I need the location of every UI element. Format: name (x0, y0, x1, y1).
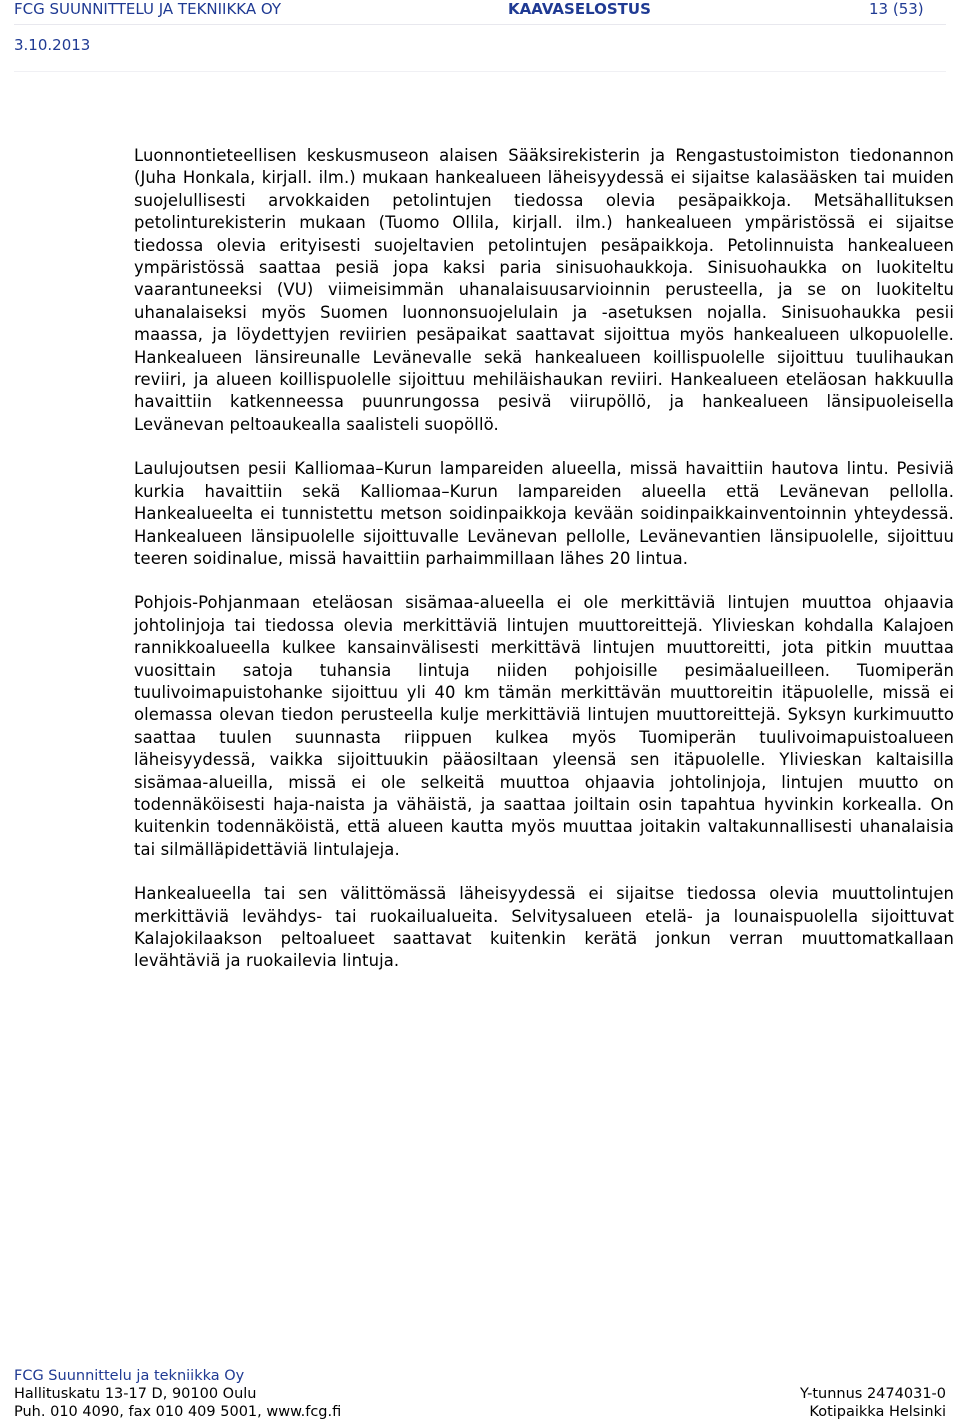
footer-domicile: Kotipaikka Helsinki (809, 1404, 946, 1420)
footer-address: Hallituskatu 13-17 D, 90100 Oulu (14, 1386, 257, 1402)
header-divider-lower (14, 71, 946, 72)
paragraph-migration-routes: Pohjois-Pohjanmaan eteläosan sisämaa-alueella ei ole merkittäviä lintujen muuttoa ohjaavia johtolinjoja tai tiedossa olevia merkittäviä lintujen muuttoreittejä. Ylivieskan kohdalla Kalajoen rannikkoalueella kulkee kansainvälisesti merkittävä lintujen muuttoreitti, jota pitkin muuttaa vuosittain satoja tuhansia lintuja niiden pohjoisille pesimäalueilleen. Tuomiperän tuulivoimapuistohanke sijoittuu yli 40 km tämän merkittävän muuttoreitin itäpuolelle, missä ei olemassa olevan tiedon perusteella kulje merkittäviä lintujen muuttoreittejä. Syksyn kurkimuutto saattaa tuulen suunnasta riippuen kulkea myös Tuomiperän tuulivoimapuistoalueen läheisyydessä, vaikka sijoittuukin pääosiltaan yleensä sen itäpuolelle. Ylivieskan kaltaisilla sisämaa-alueilla, missä ei ole selkeitä muuttoa ohjaavia johtolinjoja, lintujen muutto on todennäköisesti haja-naista ja vähäistä, ja saattaa joiltain osin tapahtua hyvinkin korkealla. On kuitenkin todennäköistä, että alueen kautta myös muuttaa joitakin valtakunnallisesti uhanalaisia tai silmälläpidettäviä lintulajeja. (134, 593, 954, 859)
footer-company: FCG Suunnittelu ja tekniikka Oy (14, 1368, 245, 1384)
paragraph-wetland-birds: Laulujoutsen pesii Kalliomaa–Kurun lampareiden alueella, missä havaittiin hautova lintu. Pesiviä kurkia havaittiin sekä Kalliomaa–Kurun lampareiden alueella että Levänevan pellolla. Hankealueelta ei tunnistettu metson soidinpaikkoja kevään soidinpaikkainventoinnin yhteydessä. Hankealueen länsipuolelle sijoittuvalle Levänevan pellolle, Levänevantien länsipuolelle, sijoittuu teeren soidinalue, missä havaittiin parhaimmillaan lähes 20 lintua. (134, 459, 954, 568)
document-body (134, 145, 954, 995)
header-document-type: KAAVASELOSTUS (508, 0, 651, 18)
header-date: 3.10.2013 (14, 36, 91, 54)
page-footer (14, 1367, 946, 1421)
paragraph-resting-areas: Hankealueella tai sen välittömässä läheisyydessä ei sijaitse tiedossa olevia muuttolintujen merkittäviä levähdys- tai ruokailualueita. Selvitysalueen etelä- ja lounaispuolella sijoittuvat Kalajokilaakson peltoalueet saattavat kuitenkin kerätä jonkun verran muuttomatkallaan levähtäviä ja ruokailevia lintuja. (134, 884, 954, 971)
page-header (14, 0, 946, 20)
header-company: FCG SUUNNITTELU JA TEKNIIKKA OY (14, 0, 282, 18)
footer-business-id: Y-tunnus 2474031-0 (799, 1386, 946, 1402)
footer-contact: Puh. 010 4090, fax 010 409 5001, www.fcg.fi (14, 1404, 342, 1420)
header-divider (14, 24, 946, 25)
paragraph-birds-of-prey: Luonnontieteellisen keskusmuseon alaisen Sääksirekisterin ja Rengastustoimiston tiedonannon (Juha Honkala, kirjall. ilm.) mukaan hankealueen läheisyydessä ei sijaitse kalasääsken tai muiden suojelullisesti arvokkaiden petolintujen tiedossa olevia pesäpaikkoja. Metsähallituksen petolinturekisterin mukaan (Tuomo Ollila, kirjall. ilm.) hankealueen ympäristössä ei sijaitse tiedossa olevia erityisesti suojeltavien petolintujen pesäpaikkoja. Petolinnuista hankealueen ympäristössä saattaa pesiä jopa kaksi paria sinisuohaukkoja. Sinisuohaukka on luokiteltu vaarantuneeksi (VU) viimeisimmän uhanalaisuusarvioinnin perusteella, ja se on luokiteltu uhanalaiseksi myös Suomen luonnonsuojelulain ja -asetuksen nojalla. Sinisuohaukka pesii maassa, ja löydettyjen reviirien pesäpaikat saattavat sijoittua myös hankealueen ulkopuolelle. Hankealueen länsireunalle Levänevalle sekä hankealueen koillispuolelle sijoittuu tuulihaukan reviiri, ja alueen koillispuolelle sijoittuu mehiläishaukan reviiri. Hankealueen eteläosan hakkuulla havaittiin katkenneessa puunrungossa pesivä viirupöllö, ja hankealueen länsipuoleisella Levänevan peltoaukealla saalisteli suopöllö. (134, 146, 954, 434)
header-page-number: 13 (53) (869, 0, 924, 18)
